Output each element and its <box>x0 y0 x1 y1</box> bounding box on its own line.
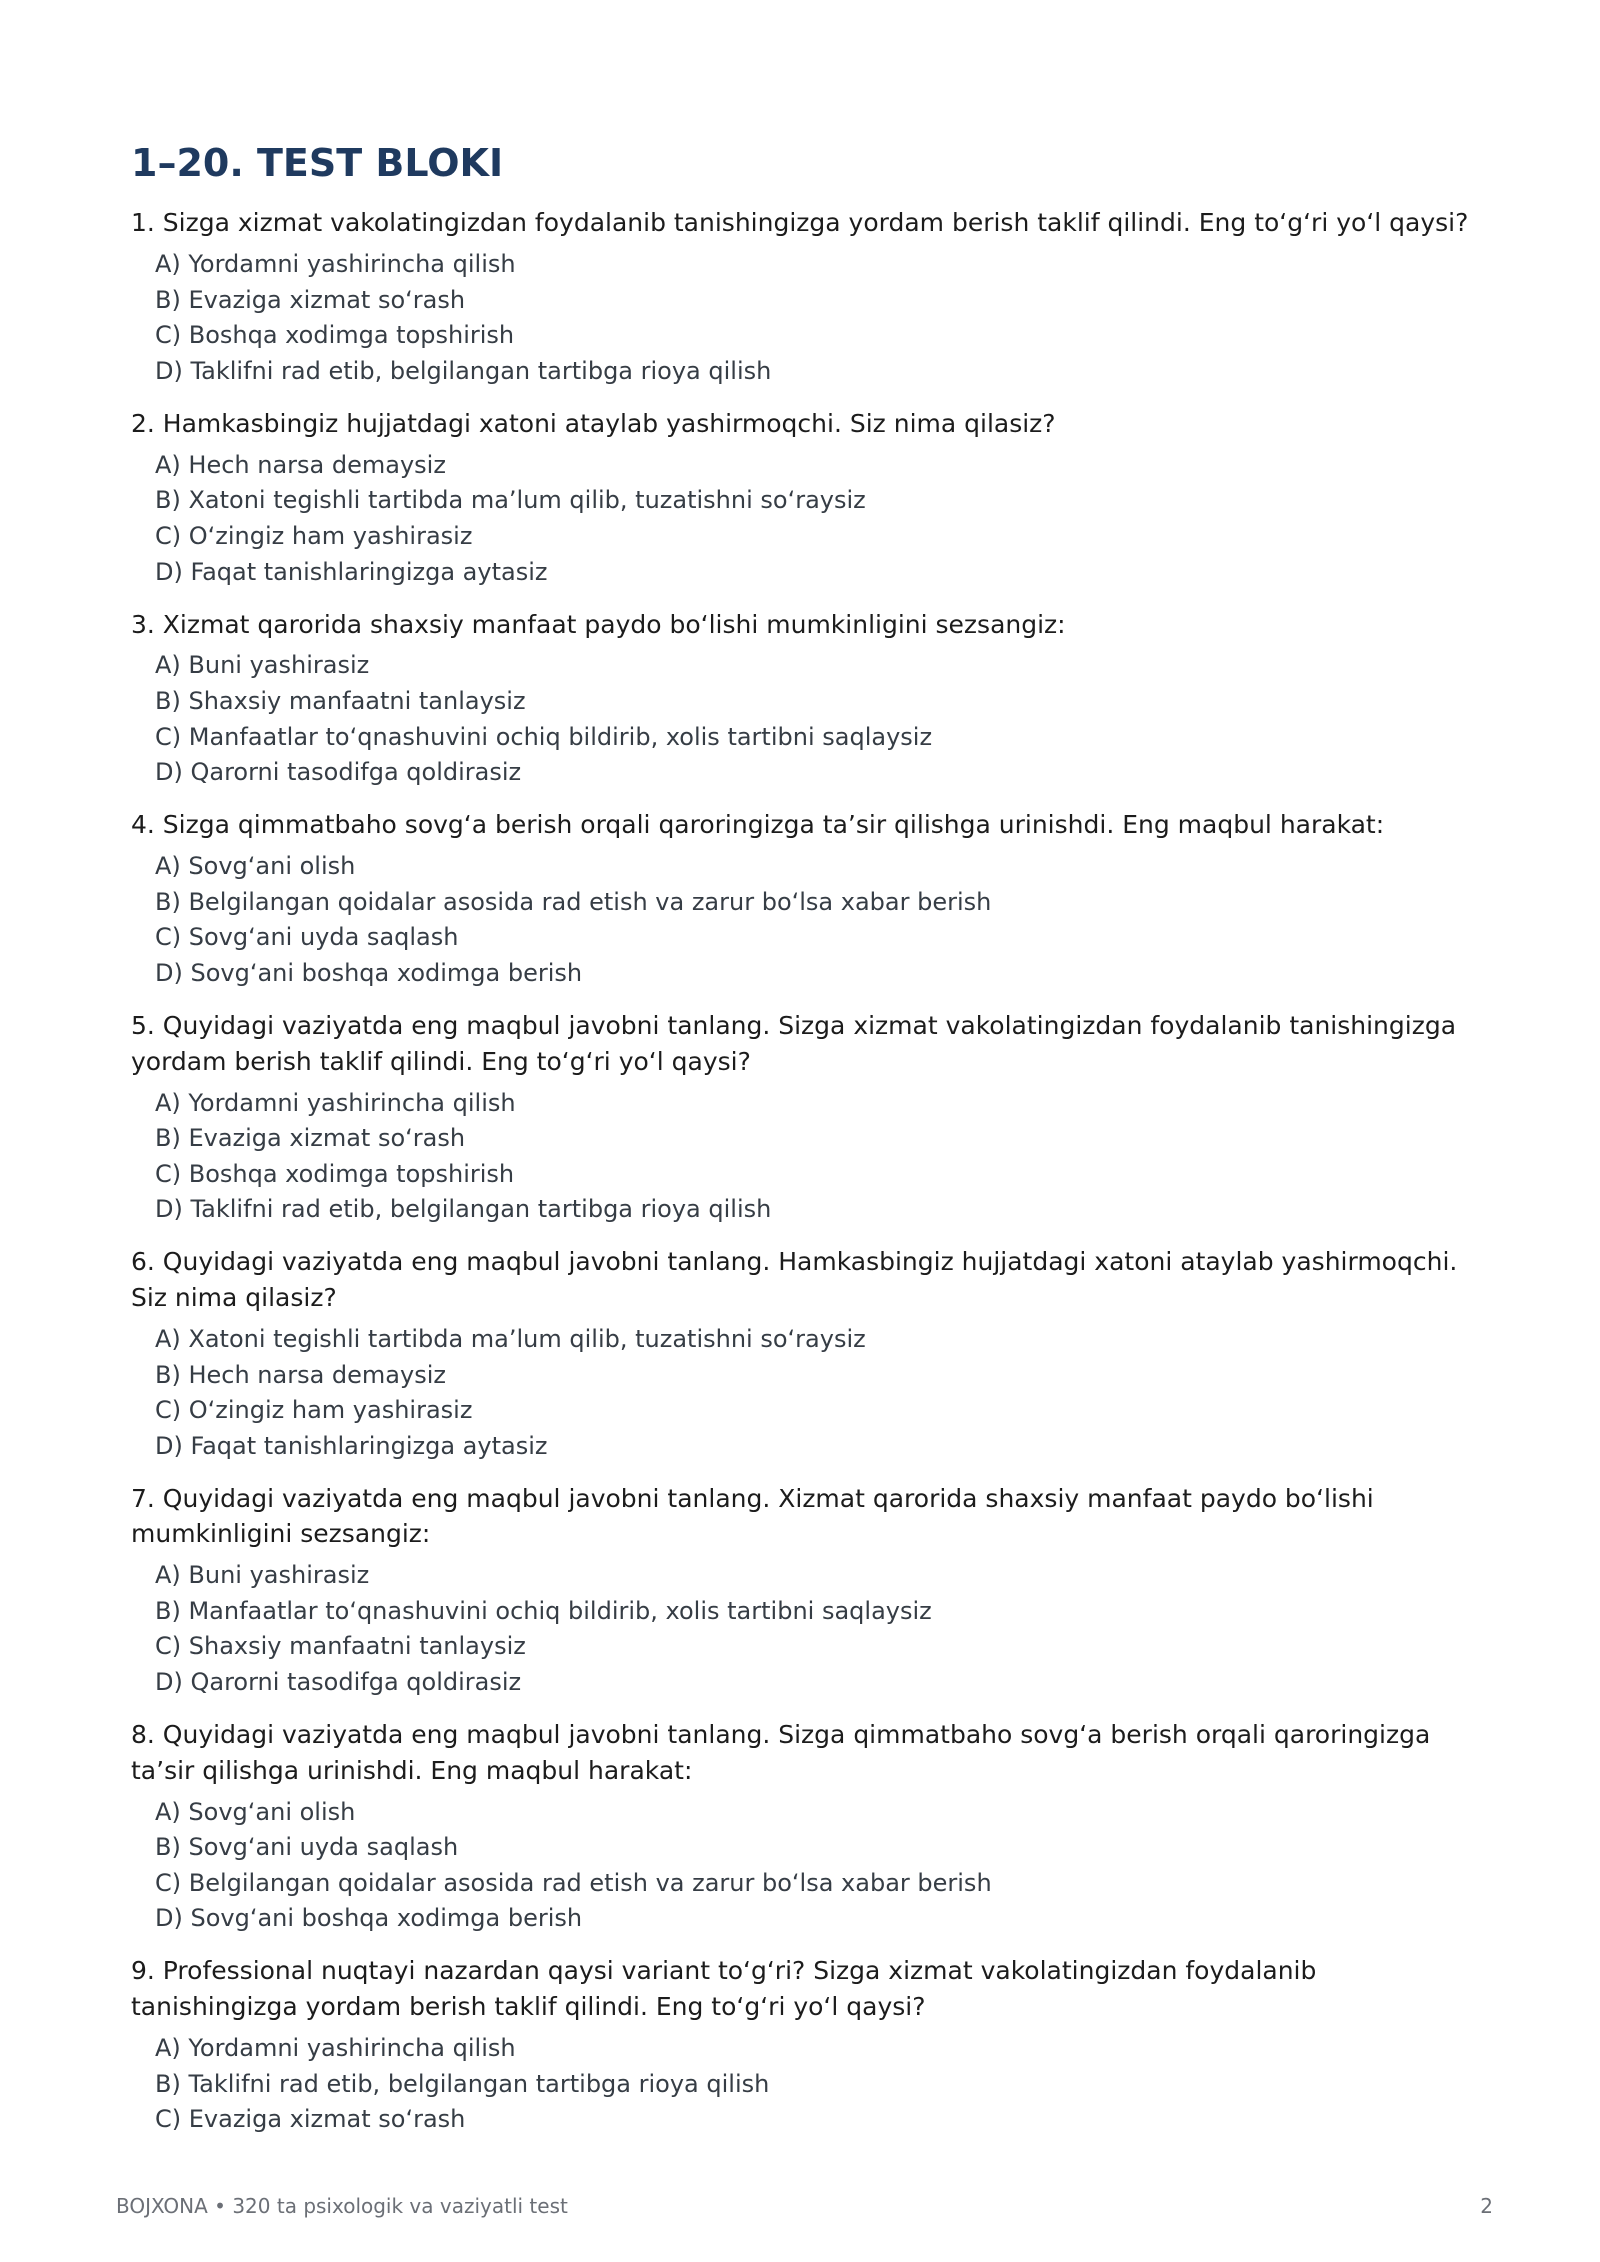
question-7-option-b: B) Manfaatlar to‘qnashuvini ochiq bildirib, xolis tartibni saqlaysiz <box>155 1596 932 1625</box>
question-2-option-d: D) Faqat tanishlaringizga aytasiz <box>155 557 548 586</box>
question-8-options <box>131 1795 1481 1937</box>
question-4-options <box>131 849 1481 991</box>
question-6-option-a: A) Xatoni tegishli tartibda ma’lum qilib, tuzatishni so‘raysiz <box>155 1324 866 1353</box>
question-8-option-a: A) Sovg‘ani olish <box>155 1797 356 1826</box>
question-2-options <box>131 448 1481 590</box>
question-8-option-d: D) Sovg‘ani boshqa xodimga berish <box>155 1904 583 1933</box>
question-5 <box>131 1008 1481 1228</box>
question-3-option-a: A) Buni yashirasiz <box>155 651 370 680</box>
question-9-option-b: B) Taklifni rad etib, belgilangan tartibga rioya qilish <box>155 2069 770 2098</box>
question-9-text: 9. Professional nuqtayi nazardan qaysi variant to‘g‘ri? Sizga xizmat vakolatingizdan foydalanib tanishingizga yordam berish taklif qilindi. Eng to‘g‘ri yo‘l qaysi? <box>131 1956 1317 2021</box>
question-1-option-d: D) Taklifni rad etib, belgilangan tartibga rioya qilish <box>155 356 772 385</box>
question-4-option-b: B) Belgilangan qoidalar asosida rad etish va zarur bo‘lsa xabar berish <box>155 887 992 916</box>
question-9-option-c: C) Evaziga xizmat so‘rash <box>155 2105 466 2134</box>
question-1-option-c: C) Boshqa xodimga topshirish <box>155 321 515 350</box>
question-7 <box>131 1481 1481 1701</box>
page-footer <box>116 2194 1493 2218</box>
question-6-text: 6. Quyidagi vaziyatda eng maqbul javobni tanlang. Hamkasbingiz hujjatdagi xatoni ataylab yashirmoqchi. Siz nima qilasiz? <box>131 1247 1458 1312</box>
footer-page-number: 2 <box>1480 2194 1493 2218</box>
question-8-option-b: B) Sovg‘ani uyda saqlash <box>155 1833 459 1862</box>
question-6-option-d: D) Faqat tanishlaringizga aytasiz <box>155 1431 548 1460</box>
question-2-option-a: A) Hech narsa demaysiz <box>155 450 446 479</box>
question-8 <box>131 1717 1481 1937</box>
question-1-option-a: A) Yordamni yashirincha qilish <box>155 249 516 278</box>
footer-document-title: BOJXONA • 320 ta psixologik va vaziyatli test <box>116 2194 568 2218</box>
question-7-options <box>131 1558 1481 1700</box>
question-3-option-d: D) Qarorni tasodifga qoldirasiz <box>155 758 522 787</box>
question-4 <box>131 807 1481 991</box>
question-6-options <box>131 1322 1481 1464</box>
question-3-options <box>131 648 1481 790</box>
question-2 <box>131 406 1481 590</box>
question-5-option-b: B) Evaziga xizmat so‘rash <box>155 1124 466 1153</box>
question-4-option-d: D) Sovg‘ani boshqa xodimga berish <box>155 959 583 988</box>
question-3-text: 3. Xizmat qarorida shaxsiy manfaat paydo bo‘lishi mumkinligini sezsangiz: <box>131 609 1066 639</box>
question-3 <box>131 607 1481 791</box>
question-4-option-c: C) Sovg‘ani uyda saqlash <box>155 923 459 952</box>
question-7-text: 7. Quyidagi vaziyatda eng maqbul javobni tanlang. Xizmat qarorida shaxsiy manfaat paydo bo‘lishi mumkinligini sezsangiz: <box>131 1483 1374 1549</box>
question-2-option-b: B) Xatoni tegishli tartibda ma’lum qilib, tuzatishni so‘raysiz <box>155 486 866 515</box>
test-content <box>131 140 1481 2154</box>
question-7-option-c: C) Shaxsiy manfaatni tanlaysiz <box>155 1632 526 1661</box>
question-5-option-a: A) Yordamni yashirincha qilish <box>155 1088 516 1117</box>
question-8-text: 8. Quyidagi vaziyatda eng maqbul javobni tanlang. Sizga qimmatbaho sovg‘a berish orqali qaroringizga ta’sir qilishga urinishdi. Eng maqbul harakat: <box>131 1720 1431 1785</box>
question-3-option-c: C) Manfaatlar to‘qnashuvini ochiq bildirib, xolis tartibni saqlaysiz <box>155 722 933 751</box>
question-5-option-d: D) Taklifni rad etib, belgilangan tartibga rioya qilish <box>155 1195 772 1224</box>
question-4-option-a: A) Sovg‘ani olish <box>155 852 356 881</box>
question-5-text: 5. Quyidagi vaziyatda eng maqbul javobni tanlang. Sizga xizmat vakolatingizdan foydalanib tanishingizga yordam berish taklif qilindi. Eng to‘g‘ri yo‘l qaysi? <box>131 1011 1457 1076</box>
question-6-option-b: B) Hech narsa demaysiz <box>155 1360 446 1389</box>
question-7-option-d: D) Qarorni tasodifga qoldirasiz <box>155 1668 522 1697</box>
question-1-options <box>131 247 1481 389</box>
question-7-option-a: A) Buni yashirasiz <box>155 1561 370 1590</box>
question-9-options <box>131 2031 1481 2138</box>
question-3-option-b: B) Shaxsiy manfaatni tanlaysiz <box>155 687 526 716</box>
question-6 <box>131 1244 1481 1464</box>
question-2-text: 2. Hamkasbingiz hujjatdagi xatoni ataylab yashirmoqchi. Siz nima qilasiz? <box>131 408 1056 438</box>
question-6-option-c: C) O‘zingiz ham yashirasiz <box>155 1396 473 1425</box>
question-1-option-b: B) Evaziga xizmat so‘rash <box>155 285 466 314</box>
question-2-option-c: C) O‘zingiz ham yashirasiz <box>155 521 473 550</box>
question-1 <box>131 205 1481 389</box>
page-heading: 1–20. TEST BLOKI <box>131 141 504 185</box>
question-4-text: 4. Sizga qimmatbaho sovg‘a berish orqali qaroringizga ta’sir qilishga urinishdi. Eng maqbul harakat: <box>131 810 1385 840</box>
question-9 <box>131 1953 1481 2137</box>
question-5-options <box>131 1086 1481 1228</box>
question-5-option-c: C) Boshqa xodimga topshirish <box>155 1159 515 1188</box>
question-1-text: 1. Sizga xizmat vakolatingizdan foydalanib tanishingizga yordam berish taklif qilindi. Eng to‘g‘ri yo‘l qaysi? <box>131 208 1469 237</box>
question-9-option-a: A) Yordamni yashirincha qilish <box>155 2033 516 2062</box>
question-8-option-c: C) Belgilangan qoidalar asosida rad etish va zarur bo‘lsa xabar berish <box>155 1868 992 1897</box>
